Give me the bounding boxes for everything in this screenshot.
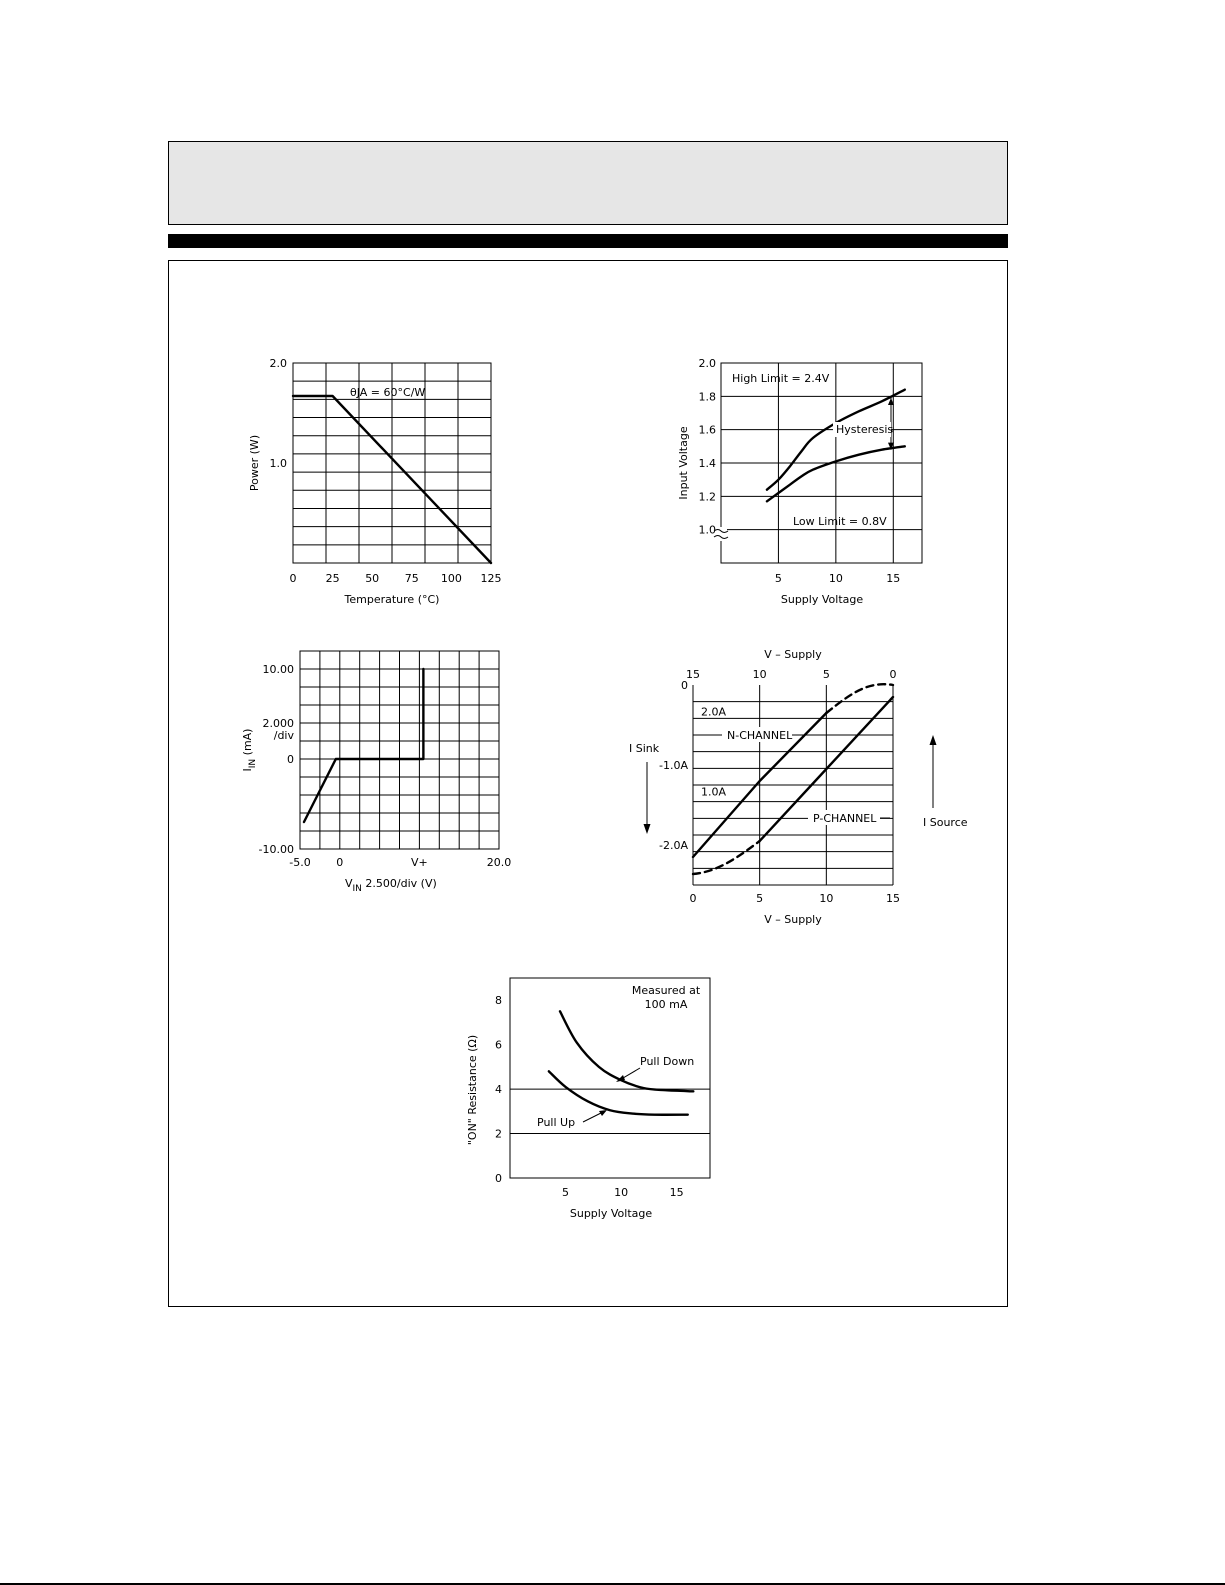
c2-x-tick-label: 10 (828, 572, 843, 585)
c3-x-tick-label: 0 (336, 856, 344, 869)
c4-y-tick-label: -1.0A (659, 759, 688, 772)
c1-x-tick-label: 25 (325, 572, 340, 585)
c5-y-tick-label: 0 (495, 1172, 502, 1185)
c4-i-source-arrowhead (930, 735, 937, 745)
c5-x-tick-label: 10 (614, 1186, 629, 1199)
c5-measured-annotation: 100 mA (644, 998, 688, 1011)
c2-y-tick-label: 1.6 (698, 423, 716, 437)
c5-x-tick-label: 15 (669, 1186, 684, 1199)
c2-y-tick-label: 1.0 (698, 523, 716, 537)
c4-x-tick-label: 10 (819, 892, 834, 905)
c2-x-tick-label: 15 (886, 572, 901, 585)
c1-x-tick-label: 100 (440, 572, 462, 585)
c2-annotation: Low Limit = 0.8V (793, 515, 887, 528)
c5-pull-down-label: Pull Down (640, 1055, 695, 1068)
c3-x-tick-label: 20.0 (486, 856, 512, 869)
c5-y-tick-label: 6 (495, 1038, 502, 1052)
c1-y-tick-label: 2.0 (269, 357, 287, 370)
c3-x-axis-label: $V_{IN}$ 2.500/div (V) (345, 877, 437, 894)
c1-y-tick-label: 1.0 (269, 457, 287, 470)
c4-y-tick-label: 0 (681, 679, 688, 692)
c1-theta-annotation: θJA = 60°C/W (350, 386, 426, 399)
c5-measured-annotation: Measured at (631, 984, 701, 997)
c4-n-channel-label: N-CHANNEL (727, 729, 793, 742)
c4-x-tick-label: 15 (886, 892, 900, 905)
c3-x-tick-label: -5.0 (289, 856, 311, 869)
c3-y-tick-label: -10.00 (258, 843, 294, 856)
c2-y-tick-label: 1.4 (698, 457, 716, 470)
c4-x2-tick-label: 15 (686, 668, 700, 681)
c2-annotation: High Limit = 2.4V (732, 372, 830, 385)
c4-x2-tick-label: 10 (752, 668, 767, 681)
c4-y-tick-label: -2.0A (659, 839, 688, 852)
c2-y-tick-label: 2.0 (698, 357, 716, 370)
c2-y-axis-label: Input Voltage (677, 426, 690, 500)
c2-x-axis-label: Supply Voltage (780, 593, 864, 606)
c4-x2-tick-label: 0 (889, 668, 897, 681)
c5-y-tick-label: 4 (495, 1083, 502, 1097)
c5-y-axis-label: "ON" Resistance (Ω) (466, 1034, 479, 1146)
c5-pull-up-arrowhead (599, 1110, 607, 1116)
c2-annotation: Hysteresis (836, 423, 894, 436)
c1-y-axis-label: Power (W) (248, 434, 261, 492)
c3-y-tick-label: 10.00 (262, 663, 294, 676)
c2-y-tick-label: 1.8 (698, 390, 716, 404)
c1-x-tick-label: 50 (365, 572, 380, 585)
c5-y-tick-label: 2 (495, 1127, 502, 1141)
c4-x-tick-label: 5 (756, 892, 764, 905)
c3-y-axis-label: $I_{IN}$ (mA) (241, 728, 258, 772)
c1-x-tick-label: 125 (480, 572, 502, 585)
c5-y-tick-label: 8 (495, 994, 502, 1008)
c5-series-0 (560, 1011, 693, 1091)
c4-i-source-label: I Source (923, 816, 968, 829)
c4-i-sink-label: I Sink (629, 742, 660, 755)
c3-y-tick-label: 2.000 (262, 717, 294, 730)
c3-iv-curve (304, 669, 423, 822)
c4-y2-tick-label: 2.0A (701, 705, 727, 719)
c4-x-tick-label: 0 (689, 892, 697, 905)
c3-y-unit-label: /div (273, 729, 294, 742)
c1-x-tick-label: 0 (289, 572, 297, 585)
c4-x-axis-label: V – Supply (764, 913, 822, 926)
c4-x2-axis-label: V – Supply (764, 648, 822, 661)
c1-x-axis-label: Temperature (°C) (344, 593, 440, 606)
c2-x-tick-label: 5 (774, 572, 782, 585)
c5-x-tick-label: 5 (562, 1186, 570, 1199)
c5-pull-up-label: Pull Up (537, 1116, 576, 1129)
c2-y-tick-label: 1.2 (698, 490, 716, 504)
c3-x-tick-label: V+ (411, 856, 428, 869)
c4-i-sink-arrowhead (644, 824, 651, 834)
c4-p-channel-label: P-CHANNEL (813, 812, 877, 825)
c4-x2-tick-label: 5 (822, 668, 830, 681)
c4-y2-tick-label: 1.0A (701, 785, 727, 799)
c5-x-axis-label: Supply Voltage (569, 1207, 653, 1220)
c3-y-tick-label: 0 (287, 753, 294, 766)
c1-x-tick-label: 75 (404, 572, 419, 585)
